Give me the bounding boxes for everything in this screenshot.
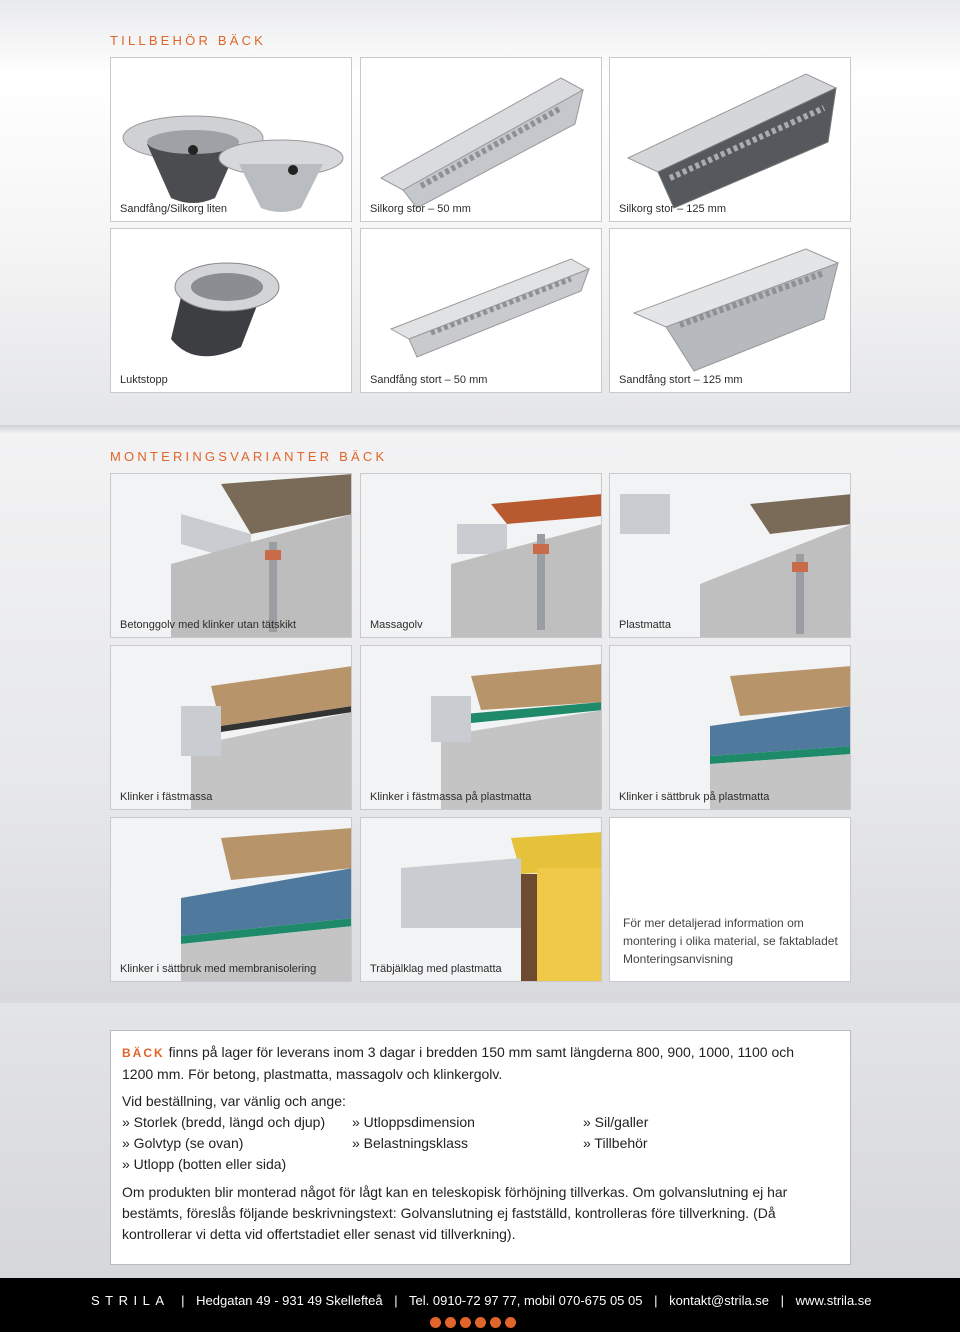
accessory-caption: Silkorg stor – 50 mm <box>370 203 471 215</box>
accessory-tile <box>110 228 352 393</box>
accessory-caption: Sandfång stort – 125 mm <box>619 374 743 386</box>
order-item: » Sil/galler <box>583 1114 649 1130</box>
accessories-title: TILLBEHÖR BÄCK <box>110 33 267 48</box>
variant-caption: Plastmatta <box>619 619 671 631</box>
order-list-2 <box>352 1112 475 1154</box>
clinker-membrane-image <box>111 818 352 982</box>
basket-125-image <box>610 58 851 222</box>
decor-dot <box>430 1317 441 1328</box>
variants-title: MONTERINGSVARIANTER BÄCK <box>110 449 388 464</box>
variant-tile <box>360 473 602 638</box>
variant-caption: Betonggolv med klinker utan tätskikt <box>120 619 297 631</box>
variant-tile <box>609 645 851 810</box>
footer-dots <box>430 1315 520 1333</box>
variant-caption: Massagolv <box>370 619 423 631</box>
accessory-tile <box>609 57 851 222</box>
clinker-mortar-plastic-image <box>610 646 851 810</box>
sand-trap-125-image <box>610 229 851 393</box>
footer-phone: Tel. 0910-72 97 77, mobil 070-675 05 05 <box>409 1293 643 1308</box>
footer-email-link[interactable]: kontakt@strila.se <box>669 1293 770 1308</box>
accessory-caption: Luktstopp <box>120 374 168 386</box>
clinker-adhesive-image <box>111 646 352 810</box>
accessory-caption: Sandfång stort – 50 mm <box>370 374 488 386</box>
footer-separator: | <box>394 1293 398 1308</box>
availability-text <box>122 1042 822 1085</box>
section-divider <box>0 425 960 433</box>
accessory-caption: Silkorg stor – 125 mm <box>619 203 726 215</box>
brand-label: BÄCK <box>122 1046 165 1060</box>
accessory-tile <box>360 57 602 222</box>
variant-tile <box>360 817 602 982</box>
decor-dot <box>490 1317 501 1328</box>
footer-separator: | <box>780 1293 785 1308</box>
basket-50-image <box>361 58 602 222</box>
wood-joist-image <box>361 818 602 982</box>
variant-tile <box>609 473 851 638</box>
order-list-3 <box>583 1112 648 1154</box>
decor-dot <box>505 1317 516 1328</box>
variant-caption: Träbjälklag med plastmatta <box>370 963 502 975</box>
accessory-caption: Sandfång/Silkorg liten <box>120 203 228 215</box>
order-list-1 <box>122 1112 325 1175</box>
order-item: » Golvtyp (se ovan) <box>122 1135 244 1151</box>
plastmatta-image <box>610 474 851 638</box>
footer-address: Hedgatan 49 - 931 49 Skellefteå <box>196 1293 383 1308</box>
order-item: » Belastningsklass <box>352 1135 468 1151</box>
decor-dot <box>475 1317 486 1328</box>
variant-tile <box>360 645 602 810</box>
order-item: » Utloppsdimension <box>352 1114 475 1130</box>
decor-dot <box>445 1317 456 1328</box>
info-box <box>110 1030 851 1265</box>
variant-tile <box>110 817 352 982</box>
accessory-tile <box>110 57 352 222</box>
order-item: » Utlopp (botten eller sida) <box>122 1156 287 1172</box>
concrete-clinker-image <box>111 474 352 638</box>
variant-tile <box>110 473 352 638</box>
footer-contact <box>91 1293 872 1308</box>
accessory-tile <box>609 228 851 393</box>
footer-brand: STRILA <box>91 1293 170 1308</box>
footer-web-link[interactable]: www.strila.se <box>795 1293 872 1308</box>
variant-tile <box>110 645 352 810</box>
height-note: Om produkten blir monterad något för lågt kan en teleskopisk förhöjning tillverkas. Om golvanslutning ej har bestämts, föreslås följande beskrivningstext: Golvanslutning ej fastställd, kontrolleras före tillverkning. (Då kontrollerar vi detta vid offertstadiet eller senast vid tillverkning). <box>122 1184 788 1242</box>
decor-dot <box>460 1317 471 1328</box>
footer-separator: | <box>654 1293 658 1308</box>
clinker-adhesive-plastic-image <box>361 646 602 810</box>
accessory-tile <box>360 228 602 393</box>
installation-note: För mer detaljerad information om montering i olika material, se faktabladet Monteringsanvisning <box>623 916 838 966</box>
order-item: » Tillbehör <box>583 1135 648 1151</box>
variant-note-tile <box>609 817 851 982</box>
variant-caption: Klinker i sättbruk på plastmatta <box>619 791 770 803</box>
variant-caption: Klinker i sättbruk med membranisolering <box>120 963 317 975</box>
order-intro: Vid beställning, var vänlig och ange: <box>122 1093 346 1109</box>
small-sand-trap-image <box>111 58 352 222</box>
order-item: » Storlek (bredd, längd och djup) <box>122 1114 326 1130</box>
massagolv-image <box>361 474 602 638</box>
variant-caption: Klinker i fästmassa <box>120 791 213 803</box>
footer <box>0 1278 960 1332</box>
variant-caption: Klinker i fästmassa på plastmatta <box>370 791 532 803</box>
footer-separator: | <box>181 1293 185 1308</box>
availability-body: finns på lager för leverans inom 3 dagar i bredden 150 mm samt längderna 800, 900, 1000, 1100 och 1200 mm. För betong, plastmatta, massagolv och klinkergolv. <box>122 1044 795 1082</box>
sand-trap-50-image <box>361 229 602 393</box>
odor-trap-image <box>111 229 352 393</box>
